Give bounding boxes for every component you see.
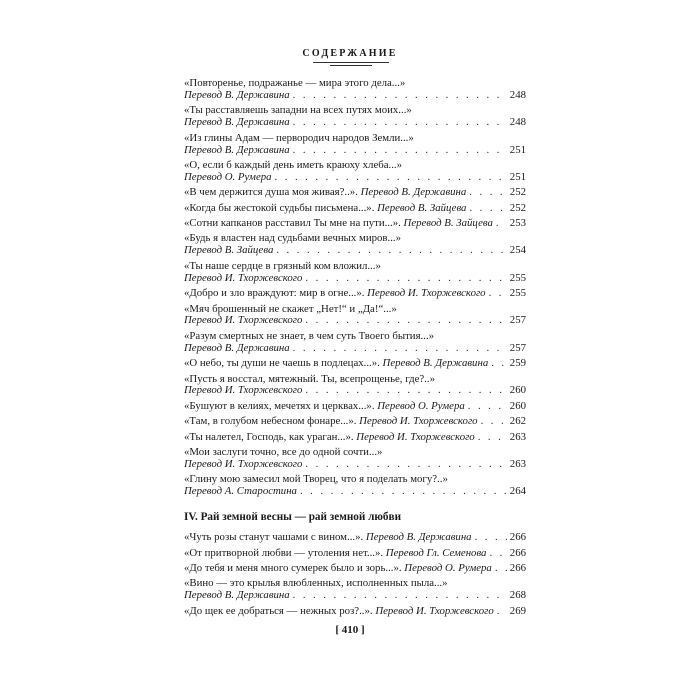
poem-title: «Глину мою замесил мой Творец, что я поделать могу?..» bbox=[184, 473, 448, 486]
poem-title: «Добро и зло враждуют: мир в огне...». bbox=[184, 287, 365, 300]
page-ref: 260 bbox=[509, 399, 526, 412]
poem-title: «Будь я властен над судьбами вечных миров...» bbox=[184, 232, 402, 245]
page-number: [ 410 ] bbox=[335, 624, 365, 636]
toc-row bbox=[184, 315, 526, 327]
poem-title: «О, если б каждый день иметь краюху хлеба...» bbox=[184, 158, 403, 171]
translator: Перевод О. Румера bbox=[184, 170, 272, 183]
toc-row bbox=[184, 288, 526, 300]
leader-dots bbox=[300, 486, 507, 498]
poem-title: «Разум смертных не знает, в чем суть Твоего бытия...» bbox=[184, 329, 435, 342]
toc-entry bbox=[184, 548, 526, 560]
translator: Перевод А. Старостина bbox=[184, 485, 297, 498]
page-ref: 266 bbox=[509, 531, 526, 544]
toc-row bbox=[184, 117, 526, 129]
leader-dots bbox=[478, 432, 507, 444]
translator: Перевод И. Тхоржевского bbox=[367, 287, 486, 300]
translator: Перевод И. Тхоржевского bbox=[184, 271, 303, 284]
toc-entry bbox=[184, 218, 526, 230]
page-ref: 255 bbox=[509, 287, 526, 300]
toc-entry bbox=[184, 261, 526, 285]
leader-dots bbox=[305, 315, 506, 327]
page-ref: 254 bbox=[509, 244, 526, 257]
leader-dots bbox=[293, 90, 507, 102]
toc-entry bbox=[184, 187, 526, 199]
page-ref: 252 bbox=[509, 201, 526, 214]
poem-title: «Там, в голубом небесном фонаре...». bbox=[184, 415, 357, 428]
poem-title: «Мяч брошенный не скажет „Нет!“ и „Да!“...» bbox=[184, 302, 397, 315]
toc-row bbox=[184, 245, 526, 257]
toc-row bbox=[184, 273, 526, 285]
translator: Перевод И. Тхоржевского bbox=[184, 457, 303, 470]
toc-entry bbox=[184, 288, 526, 300]
leader-dots bbox=[475, 532, 507, 544]
page-ref: 268 bbox=[509, 589, 526, 602]
translator: Перевод И. Тхоржевского bbox=[184, 314, 303, 327]
poem-title: «Чуть розы станут чашами с вином...». bbox=[184, 531, 364, 544]
page-ref: 255 bbox=[509, 271, 526, 284]
poem-title: «До щек ее добраться — нежных роз?..». bbox=[184, 604, 373, 617]
toc-row bbox=[184, 548, 526, 560]
leader-dots bbox=[305, 459, 506, 471]
poem-title: «Ты наше сердце в грязный ком вложил...» bbox=[184, 259, 381, 272]
toc-row bbox=[184, 385, 526, 397]
toc-entry bbox=[184, 203, 526, 215]
leader-dots bbox=[305, 385, 506, 397]
toc-entry bbox=[184, 105, 526, 129]
page-ref: 269 bbox=[509, 604, 526, 617]
leader-dots bbox=[293, 117, 507, 129]
translator: Перевод В. Державина bbox=[184, 116, 290, 129]
toc-entry bbox=[184, 447, 526, 471]
toc-row bbox=[184, 187, 526, 199]
toc-entry bbox=[184, 401, 526, 413]
page-ref: 257 bbox=[509, 314, 526, 327]
page-ref: 262 bbox=[509, 415, 526, 428]
leader-dots bbox=[497, 606, 507, 618]
page-ref: 260 bbox=[509, 384, 526, 397]
toc-entry bbox=[184, 432, 526, 444]
toc-entry bbox=[184, 578, 526, 602]
leader-dots bbox=[275, 172, 507, 184]
translator: Перевод В. Зайцева bbox=[377, 201, 467, 214]
toc-entry bbox=[184, 78, 526, 102]
page-ref: 266 bbox=[509, 561, 526, 574]
poem-title: «Мои заслуги точно, все до одной сочти...» bbox=[184, 446, 383, 459]
toc-row bbox=[184, 358, 526, 370]
header-divider bbox=[313, 62, 389, 63]
toc-entry bbox=[184, 304, 526, 328]
poem-title: «Пусть я восстал, мятежный. Ты, всепрощенье, где?..» bbox=[184, 372, 435, 385]
toc-entry bbox=[184, 606, 526, 618]
toc-entry bbox=[184, 331, 526, 355]
toc-row bbox=[184, 486, 526, 498]
translator: Перевод И. Тхоржевского bbox=[375, 604, 494, 617]
translator: Перевод В. Зайцева bbox=[184, 244, 274, 257]
toc-entry bbox=[184, 233, 526, 257]
poem-title: «Когда бы жестокой судьбы письмена...». bbox=[184, 201, 375, 214]
leader-dots bbox=[496, 218, 507, 230]
leader-dots bbox=[469, 187, 507, 199]
leader-dots bbox=[305, 273, 506, 285]
poem-title: «Сотни капканов расставил Ты мне на пути...». bbox=[184, 217, 401, 230]
translator: Перевод В. Державина bbox=[184, 589, 290, 602]
toc-row bbox=[184, 218, 526, 230]
page-ref: 259 bbox=[509, 357, 526, 370]
toc-entry bbox=[184, 416, 526, 428]
toc-entries bbox=[184, 78, 526, 498]
header-divider-short bbox=[330, 65, 372, 66]
poem-title: «Ты расставляешь западни на всех путях моих...» bbox=[184, 104, 412, 117]
poem-title: «Вино — это крылья влюбленных, исполненных пыла...» bbox=[184, 577, 448, 590]
leader-dots bbox=[481, 416, 507, 428]
poem-title: «От притворной любви — утоления нет...». bbox=[184, 546, 384, 559]
poem-title: «До тебя и меня много сумерек было и зорь...». bbox=[184, 561, 402, 574]
poem-title: «Из глины Адам — первородич народов Земли...» bbox=[184, 131, 414, 144]
page-ref: 257 bbox=[509, 341, 526, 354]
page-ref: 263 bbox=[509, 457, 526, 470]
toc-row bbox=[184, 401, 526, 413]
toc-entry bbox=[184, 374, 526, 398]
leader-dots bbox=[495, 563, 507, 575]
leader-dots bbox=[293, 343, 507, 355]
page-ref: 266 bbox=[509, 546, 526, 559]
translator: Перевод В. Державина bbox=[184, 341, 290, 354]
toc-row bbox=[184, 416, 526, 428]
leader-dots bbox=[489, 548, 506, 560]
translator: Перевод В. Державина bbox=[360, 186, 467, 199]
poem-title: «Бушуют в келиях, мечетях и церквах...». bbox=[184, 399, 375, 412]
poem-title: «О небо, ты души не чаешь в подлецах...». bbox=[184, 357, 380, 370]
leader-dots bbox=[489, 288, 507, 300]
toc-entry bbox=[184, 358, 526, 370]
toc-row bbox=[184, 459, 526, 471]
table-of-contents bbox=[184, 78, 526, 621]
translator: Перевод В. Зайцева bbox=[403, 217, 493, 230]
translator: Перевод И. Тхоржевского bbox=[359, 415, 478, 428]
poem-title: «Повторенье, подражанье — мира этого дела...» bbox=[184, 77, 406, 89]
page-ref: 263 bbox=[509, 430, 526, 443]
leader-dots bbox=[469, 203, 506, 215]
page-ref: 251 bbox=[509, 143, 526, 156]
translator: Перевод В. Державина bbox=[184, 143, 290, 156]
translator: Перевод В. Державина bbox=[365, 531, 472, 544]
section-entries bbox=[184, 532, 526, 617]
leader-dots bbox=[276, 245, 506, 257]
leader-dots bbox=[293, 145, 507, 157]
toc-row bbox=[184, 172, 526, 184]
toc-row bbox=[184, 343, 526, 355]
toc-row bbox=[184, 90, 526, 102]
poem-title: «Ты налетел, Господь, как ураган...». bbox=[184, 430, 354, 443]
page-ref: 248 bbox=[509, 116, 526, 129]
toc-entry bbox=[184, 133, 526, 157]
toc-row bbox=[184, 563, 526, 575]
translator: Перевод И. Тхоржевского bbox=[184, 384, 303, 397]
translator: Перевод Гл. Семенова bbox=[385, 546, 487, 559]
leader-dots bbox=[468, 401, 507, 413]
page-ref: 248 bbox=[509, 88, 526, 101]
toc-row bbox=[184, 532, 526, 544]
toc-row bbox=[184, 590, 526, 602]
toc-entry bbox=[184, 532, 526, 544]
translator: Перевод И. Тхоржевского bbox=[356, 430, 475, 443]
translator: Перевод В. Державина bbox=[382, 357, 489, 370]
page-ref: 252 bbox=[509, 186, 526, 199]
toc-entry bbox=[184, 563, 526, 575]
page-ref: 264 bbox=[509, 485, 526, 498]
translator: Перевод В. Державина bbox=[184, 88, 290, 101]
leader-dots bbox=[491, 358, 507, 370]
toc-row bbox=[184, 203, 526, 215]
page-ref: 251 bbox=[509, 170, 526, 183]
page-header: СОДЕРЖАНИЕ bbox=[302, 48, 398, 59]
toc-row bbox=[184, 432, 526, 444]
toc-entry bbox=[184, 160, 526, 184]
toc-row bbox=[184, 145, 526, 157]
translator: Перевод О. Румера bbox=[404, 561, 492, 574]
translator: Перевод О. Румера bbox=[377, 399, 465, 412]
toc-entry bbox=[184, 474, 526, 498]
page-ref: 253 bbox=[509, 217, 526, 230]
leader-dots bbox=[293, 590, 507, 602]
toc-row bbox=[184, 606, 526, 618]
poem-title: «В чем держится душа моя живая?..». bbox=[184, 186, 358, 199]
section-heading: IV. Рай земной весны — рай земной любви bbox=[184, 511, 402, 524]
